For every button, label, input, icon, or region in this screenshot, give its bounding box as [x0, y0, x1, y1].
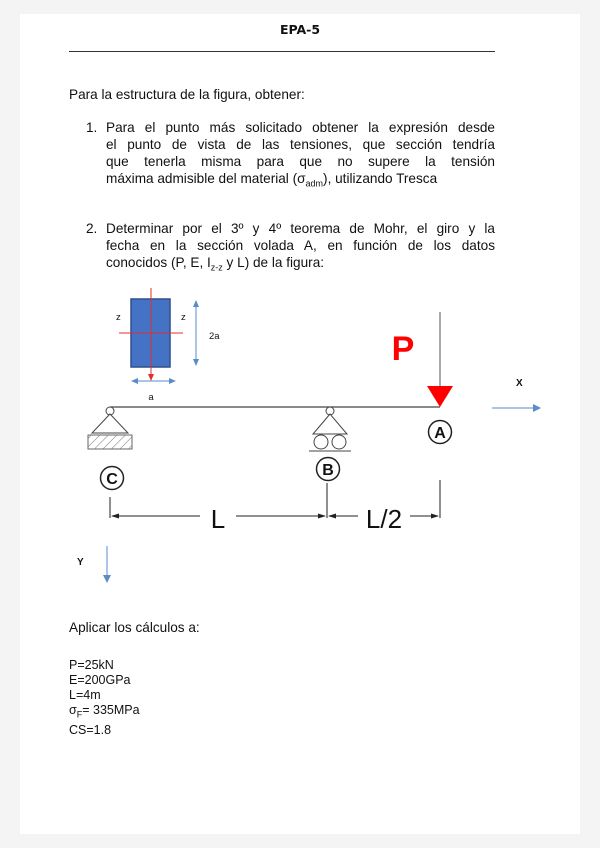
cross-section [116, 288, 220, 403]
span-ba-label: L/2 [365, 504, 403, 534]
question-line-text: máxima admisible del material (σ [106, 171, 306, 186]
data-item: L=4m [69, 688, 101, 702]
data-item-text: σ [69, 703, 77, 717]
load-label: P [391, 330, 415, 368]
question-line: el punto de vista de las tensiones, que sección tendría [106, 137, 495, 152]
data-item: P=25kN [69, 658, 114, 672]
apply-title: Aplicar los cálculos a: [69, 620, 200, 635]
question-line-text: ), utilizando Tresca [323, 171, 438, 186]
data-item-text: = 335MPa [82, 703, 140, 717]
question-number: 1. [86, 120, 98, 135]
section-arrow-down [148, 374, 154, 381]
axis-x-label: X [516, 378, 523, 389]
data-list [69, 658, 140, 738]
subscript: z-z [210, 262, 223, 273]
support-b [309, 407, 351, 451]
data-item: CS=1.8 [69, 722, 112, 737]
support-c [88, 407, 132, 449]
question-line-text: y L) de la figura: [222, 255, 325, 270]
label-c [101, 467, 124, 490]
z-label-left: z [116, 312, 121, 323]
question-line: que tenerla misma para que no supere la tensión [106, 154, 495, 169]
load-p [392, 312, 453, 407]
z-label-right: z [181, 312, 186, 323]
question-line: Para el punto más solicitado obtener la expresión desde [106, 120, 495, 135]
page-title: EPA-5 [279, 22, 321, 37]
intro-text: Para la estructura de la figura, obtener: [69, 87, 305, 102]
question-line: Determinar por el 3º y 4º teorema de Mohr, el giro y la [106, 221, 495, 236]
question-number: 2. [86, 221, 98, 236]
dimension-lines [110, 480, 440, 534]
label-a-text: A [434, 425, 446, 442]
question-line: fecha en la sección volada A, en función de los datos [106, 238, 495, 253]
subscript: F [76, 709, 83, 720]
data-item [69, 703, 140, 723]
label-c-text: C [106, 471, 118, 488]
load-arrowhead [427, 386, 453, 407]
span-cb-label: L [210, 504, 226, 534]
data-item: E=200GPa [69, 673, 131, 687]
label-b-text: B [322, 462, 334, 479]
height-label: 2a [209, 331, 220, 342]
subscript: adm [305, 178, 324, 189]
axis-y-label: Y [77, 557, 84, 568]
label-b [317, 458, 340, 481]
label-a [429, 421, 452, 444]
width-label: a [148, 392, 154, 403]
question-line-text: conocidos (P, E, I [106, 255, 211, 270]
